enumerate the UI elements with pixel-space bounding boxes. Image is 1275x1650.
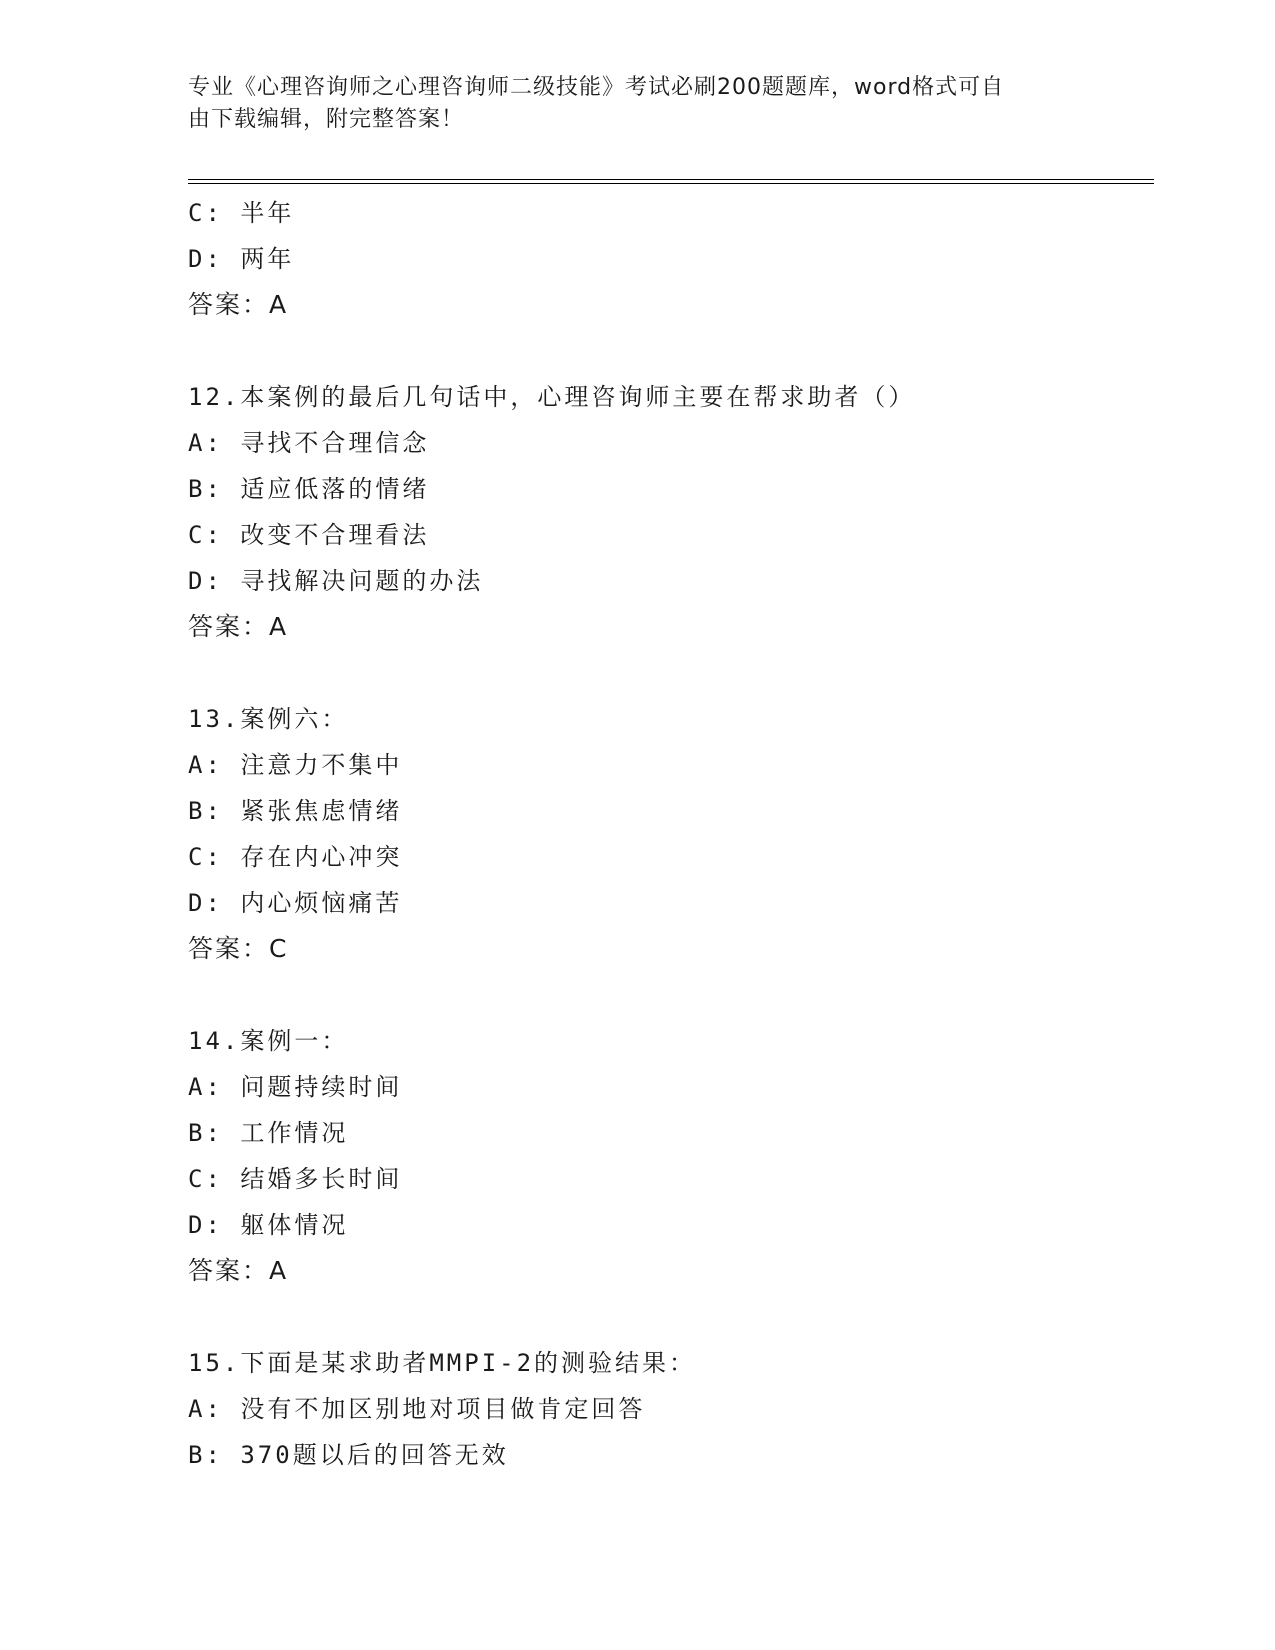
q14-answer: 答案：A: [188, 1256, 289, 1285]
q11-option-c: C: 半年: [188, 199, 295, 227]
q12-answer: 答案：A: [188, 612, 289, 641]
q13-stem: 13.案例六：: [188, 705, 349, 733]
q12-option-c: C: 改变不合理看法: [188, 521, 430, 549]
q14-option-a: A: 问题持续时间: [188, 1073, 403, 1101]
q12-option-d: D: 寻找解决问题的办法: [188, 567, 484, 595]
spacer: [188, 1294, 1154, 1340]
q13-option-d: D: 内心烦恼痛苦: [188, 889, 403, 917]
question-list: [188, 190, 1154, 1478]
q15-stem: 15.下面是某求助者MMPI-2的测验结果：: [188, 1349, 697, 1377]
q13-option-b: B: 紧张焦虑情绪: [188, 797, 403, 825]
spacer: [188, 650, 1154, 696]
q13-answer: 答案：C: [188, 934, 289, 963]
header-title-line-1: 专业《心理咨询师之心理咨询师二级技能》考试必刷200题题库，word格式可自: [188, 75, 1005, 100]
q12-stem: 12.本案例的最后几句话中，心理咨询师主要在帮求助者（）: [188, 383, 916, 411]
document-header: [188, 72, 1068, 136]
q13-option-c: C: 存在内心冲突: [188, 843, 403, 871]
q15-option-b: B: 370题以后的回答无效: [188, 1441, 509, 1469]
q14-option-d: D: 躯体情况: [188, 1211, 349, 1239]
spacer: [188, 328, 1154, 374]
q12-option-a: A: 寻找不合理信念: [188, 429, 430, 457]
spacer: [188, 972, 1154, 1018]
q14-option-b: B: 工作情况: [188, 1119, 349, 1147]
q12-option-b: B: 适应低落的情绪: [188, 475, 430, 503]
header-divider-top: [188, 179, 1154, 180]
header-divider-bottom: [188, 183, 1154, 184]
q14-option-c: C: 结婚多长时间: [188, 1165, 403, 1193]
q11-option-d: D: 两年: [188, 245, 295, 273]
q15-option-a: A: 没有不加区别地对项目做肯定回答: [188, 1395, 646, 1423]
q14-stem: 14.案例一：: [188, 1027, 349, 1055]
header-title-line-2: 由下载编辑，附完整答案！: [188, 107, 465, 132]
q11-answer: 答案：A: [188, 290, 289, 319]
q13-option-a: A: 注意力不集中: [188, 751, 403, 779]
